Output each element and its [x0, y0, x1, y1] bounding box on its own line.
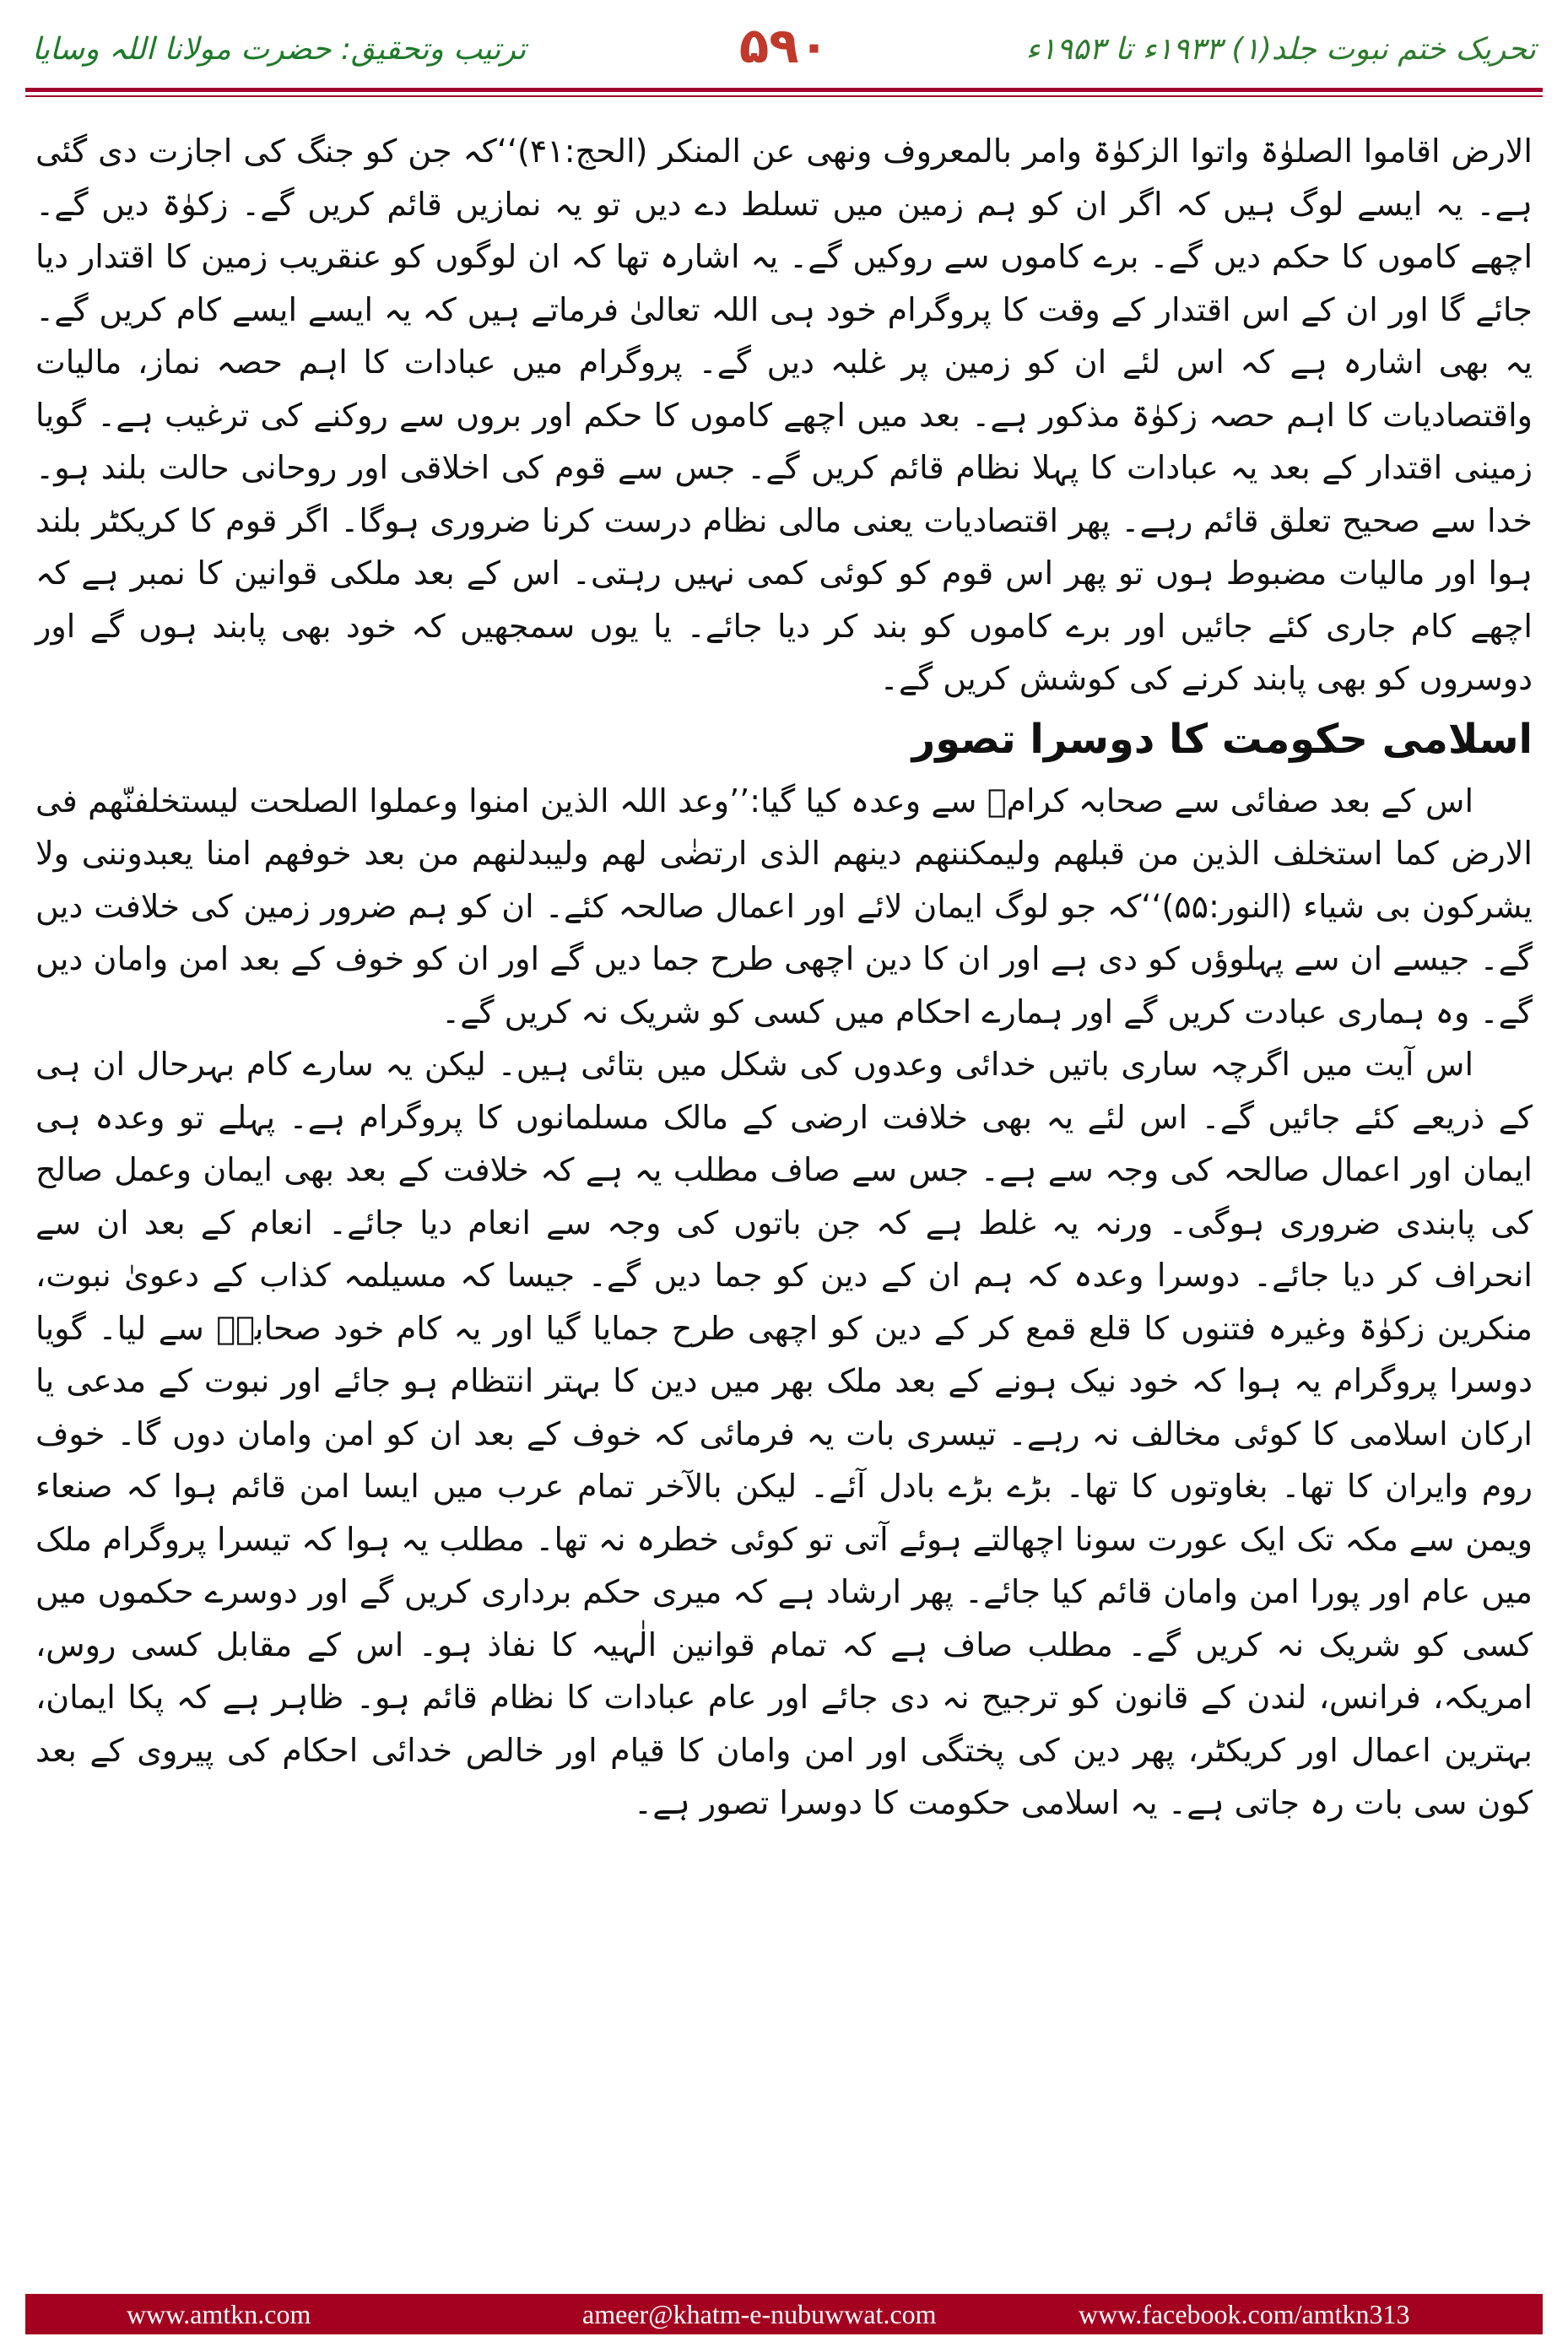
facebook-link[interactable]: www.facebook.com/amtkn313: [1079, 2299, 1410, 2329]
page-number: ۵۹۰: [738, 17, 830, 74]
paragraph-2: اس کے بعد صفائی سے صحابہ کرامؓ سے وعدہ کیا گیا:’’وعد اللہ الذین امنوا وعملوا الصلحت لیستخلفنّھم فی الارض کما استخلف الذین من قبلھم ولیمکننھم دینھم الذی ارتضٰی لھم ولیبدلنھم من بعد خوفھم امنا یعبدوننی ولا یشرکون بی شیاء (النور:۵۵)‘‘کہ جو لوگ ایمان لائے اور اعمال صالحہ کئے۔ ان کو ہم ضرور زمین کی خلافت دیں گے۔ جیسے ان سے پہلوؤں کو دی ہے اور ان کا دین اچھی طرح جما دیں گے اور ان کو خوف کے بعد امن وامان دیں گے۔ وہ ہماری عبادت کریں گے اور ہمارے احکام میں کسی کو شریک نہ کریں گے۔: [35, 782, 1533, 1030]
compiler-credit: ترتیب وتحقیق: حضرت مولانا اللہ وسایا: [32, 32, 527, 67]
paragraph-1: الارض اقاموا الصلوٰۃ واتوا الزکوٰۃ وامر بالمعروف ونھی عن المنکر (الحج:۴۱)‘‘کہ جن کو جنگ کی اجازت دی گئی ہے۔ یہ ایسے لوگ ہیں کہ اگر ان کو ہم زمین میں تسلط دے دیں تو یہ نمازیں قائم کریں گے۔ زکوٰۃ دیں گے۔ اچھے کاموں کا حکم دیں گے۔ برے کاموں سے روکیں گے۔ یہ اشارہ تھا کہ ان لوگوں کو عنقریب زمین کا اقتدار دیا جائے گا اور ان کے اس اقتدار کے وقت کا پروگرام خود ہی اللہ تعالیٰ فرماتے ہیں کہ یہ ایسے ایسے کام کریں گے۔ یہ بھی اشارہ ہے کہ اس لئے ان کو زمین پر غلبہ دیں گے۔ پروگرام میں عبادات کا اہم حصہ نماز، مالیات واقتصادیات کا اہم حصہ زکوٰۃ مذکور ہے۔ بعد میں اچھے کاموں کا حکم اور بروں سے روکنے کی ترغیب ہے۔ گویا زمینی اقتدار کے بعد یہ عبادات کا پہلا نظام قائم کریں گے۔ جس سے قوم کی اخلاقی اور روحانی حالت بلند ہو۔ خدا سے صحیح تعلق قائم رہے۔ پھر اقتصادیات یعنی مالی نظام درست کرنا ضروری ہوگا۔ اگر قوم کا کریکٹر بلند ہوا اور مالیات مضبوط ہوں تو پھر اس قوم کو کوئی کمی نہیں رہتی۔ اس کے بعد ملکی قوانین کا نمبر ہے کہ اچھے کام جاری کئے جائیں اور برے کاموں کو بند کر دیا جائے۔ یا یوں سمجھیں کہ خود بھی پابند ہوں گے اور دوسروں کو بھی پابند کرنے کی کوشش کریں گے۔: [35, 133, 1533, 697]
website-link[interactable]: www.amtkn.com: [127, 2299, 311, 2329]
header-divider: [25, 88, 1543, 97]
page-body: [35, 125, 1533, 1830]
section-heading: اسلامی حکومت کا دوسرا تصور: [911, 715, 1533, 763]
book-title: تحریک ختم نبوت جلد(۱) ۱۹۳۳ء تا ۱۹۵۳ء: [1025, 32, 1536, 67]
page-footer: [25, 2294, 1543, 2334]
page-header: [0, 0, 1568, 95]
email-link[interactable]: ameer@khatm-e-nubuwwat.com: [582, 2299, 937, 2329]
paragraph-3: اس آیت میں اگرچہ ساری باتیں خدائی وعدوں کی شکل میں بتائی ہیں۔ لیکن یہ سارے کام بہرحال ان ہی کے ذریعے کئے جائیں گے۔ اس لئے یہ بھی خلافت ارضی کے مالک مسلمانوں کا پروگرام ہے۔ پہلے تو وعدہ ہی ایمان اور اعمال صالحہ کی وجہ سے ہے۔ جس سے صاف مطلب یہ ہے کہ خلافت کے بعد بھی ایمان وعمل صالح کی پابندی ضروری ہوگی۔ ورنہ یہ غلط ہے کہ جن باتوں کی وجہ سے انعام دیا جائے۔ انعام کے بعد ان سے انحراف کر دیا جائے۔ دوسرا وعدہ کہ ہم ان کے دین کو جما دیں گے۔ جیسا کہ مسیلمہ کذاب کے دعویٰ نبوت، منکرین زکوٰۃ وغیرہ فتنوں کا قلع قمع کر کے دین کو اچھی طرح جمایا گیا اور یہ کام خود صحابہؓ سے لیا۔ گویا دوسرا پروگرام یہ ہوا کہ خود نیک ہونے کے بعد ملک بھر میں دین کا بہتر انتظام ہو جائے اور نبوت کے مدعی یا ارکان اسلامی کا کوئی مخالف نہ رہے۔ تیسری بات یہ فرمائی کہ خوف کے بعد ان کو امن وامان دوں گا۔ خوف روم وایران کا تھا۔ بغاوتوں کا تھا۔ بڑے بڑے بادل آئے۔ لیکن بالآخر تمام عرب میں ایسا امن قائم ہوا کہ صنعاء ویمن سے مکہ تک ایک عورت سونا اچھالتے ہوئے آتی تو کوئی خطرہ نہ تھا۔ مطلب یہ ہوا کہ تیسرا پروگرام ملک میں عام اور پورا امن وامان قائم کیا جائے۔ پھر ارشاد ہے کہ میری حکم برداری کریں گے اور دوسرے حکموں میں کسی کو شریک نہ کریں گے۔ مطلب صاف ہے کہ تمام قوانین الٰہیہ کا نفاذ ہو۔ اس کے مقابل کسی روس، امریکہ، فرانس، لندن کے قانون کو ترجیح نہ دی جائے اور عام عبادات کا نظام قائم ہو۔ ظاہر ہے کہ پکا ایمان، بہترین اعمال اور کریکٹر، پھر دین کی پختگی اور امن وامان کا قیام اور خالص خدائی احکام کی پیروی کے بعد کون سی بات رہ جاتی ہے۔ یہ اسلامی حکومت کا دوسرا تصور ہے۔: [35, 1046, 1533, 1821]
